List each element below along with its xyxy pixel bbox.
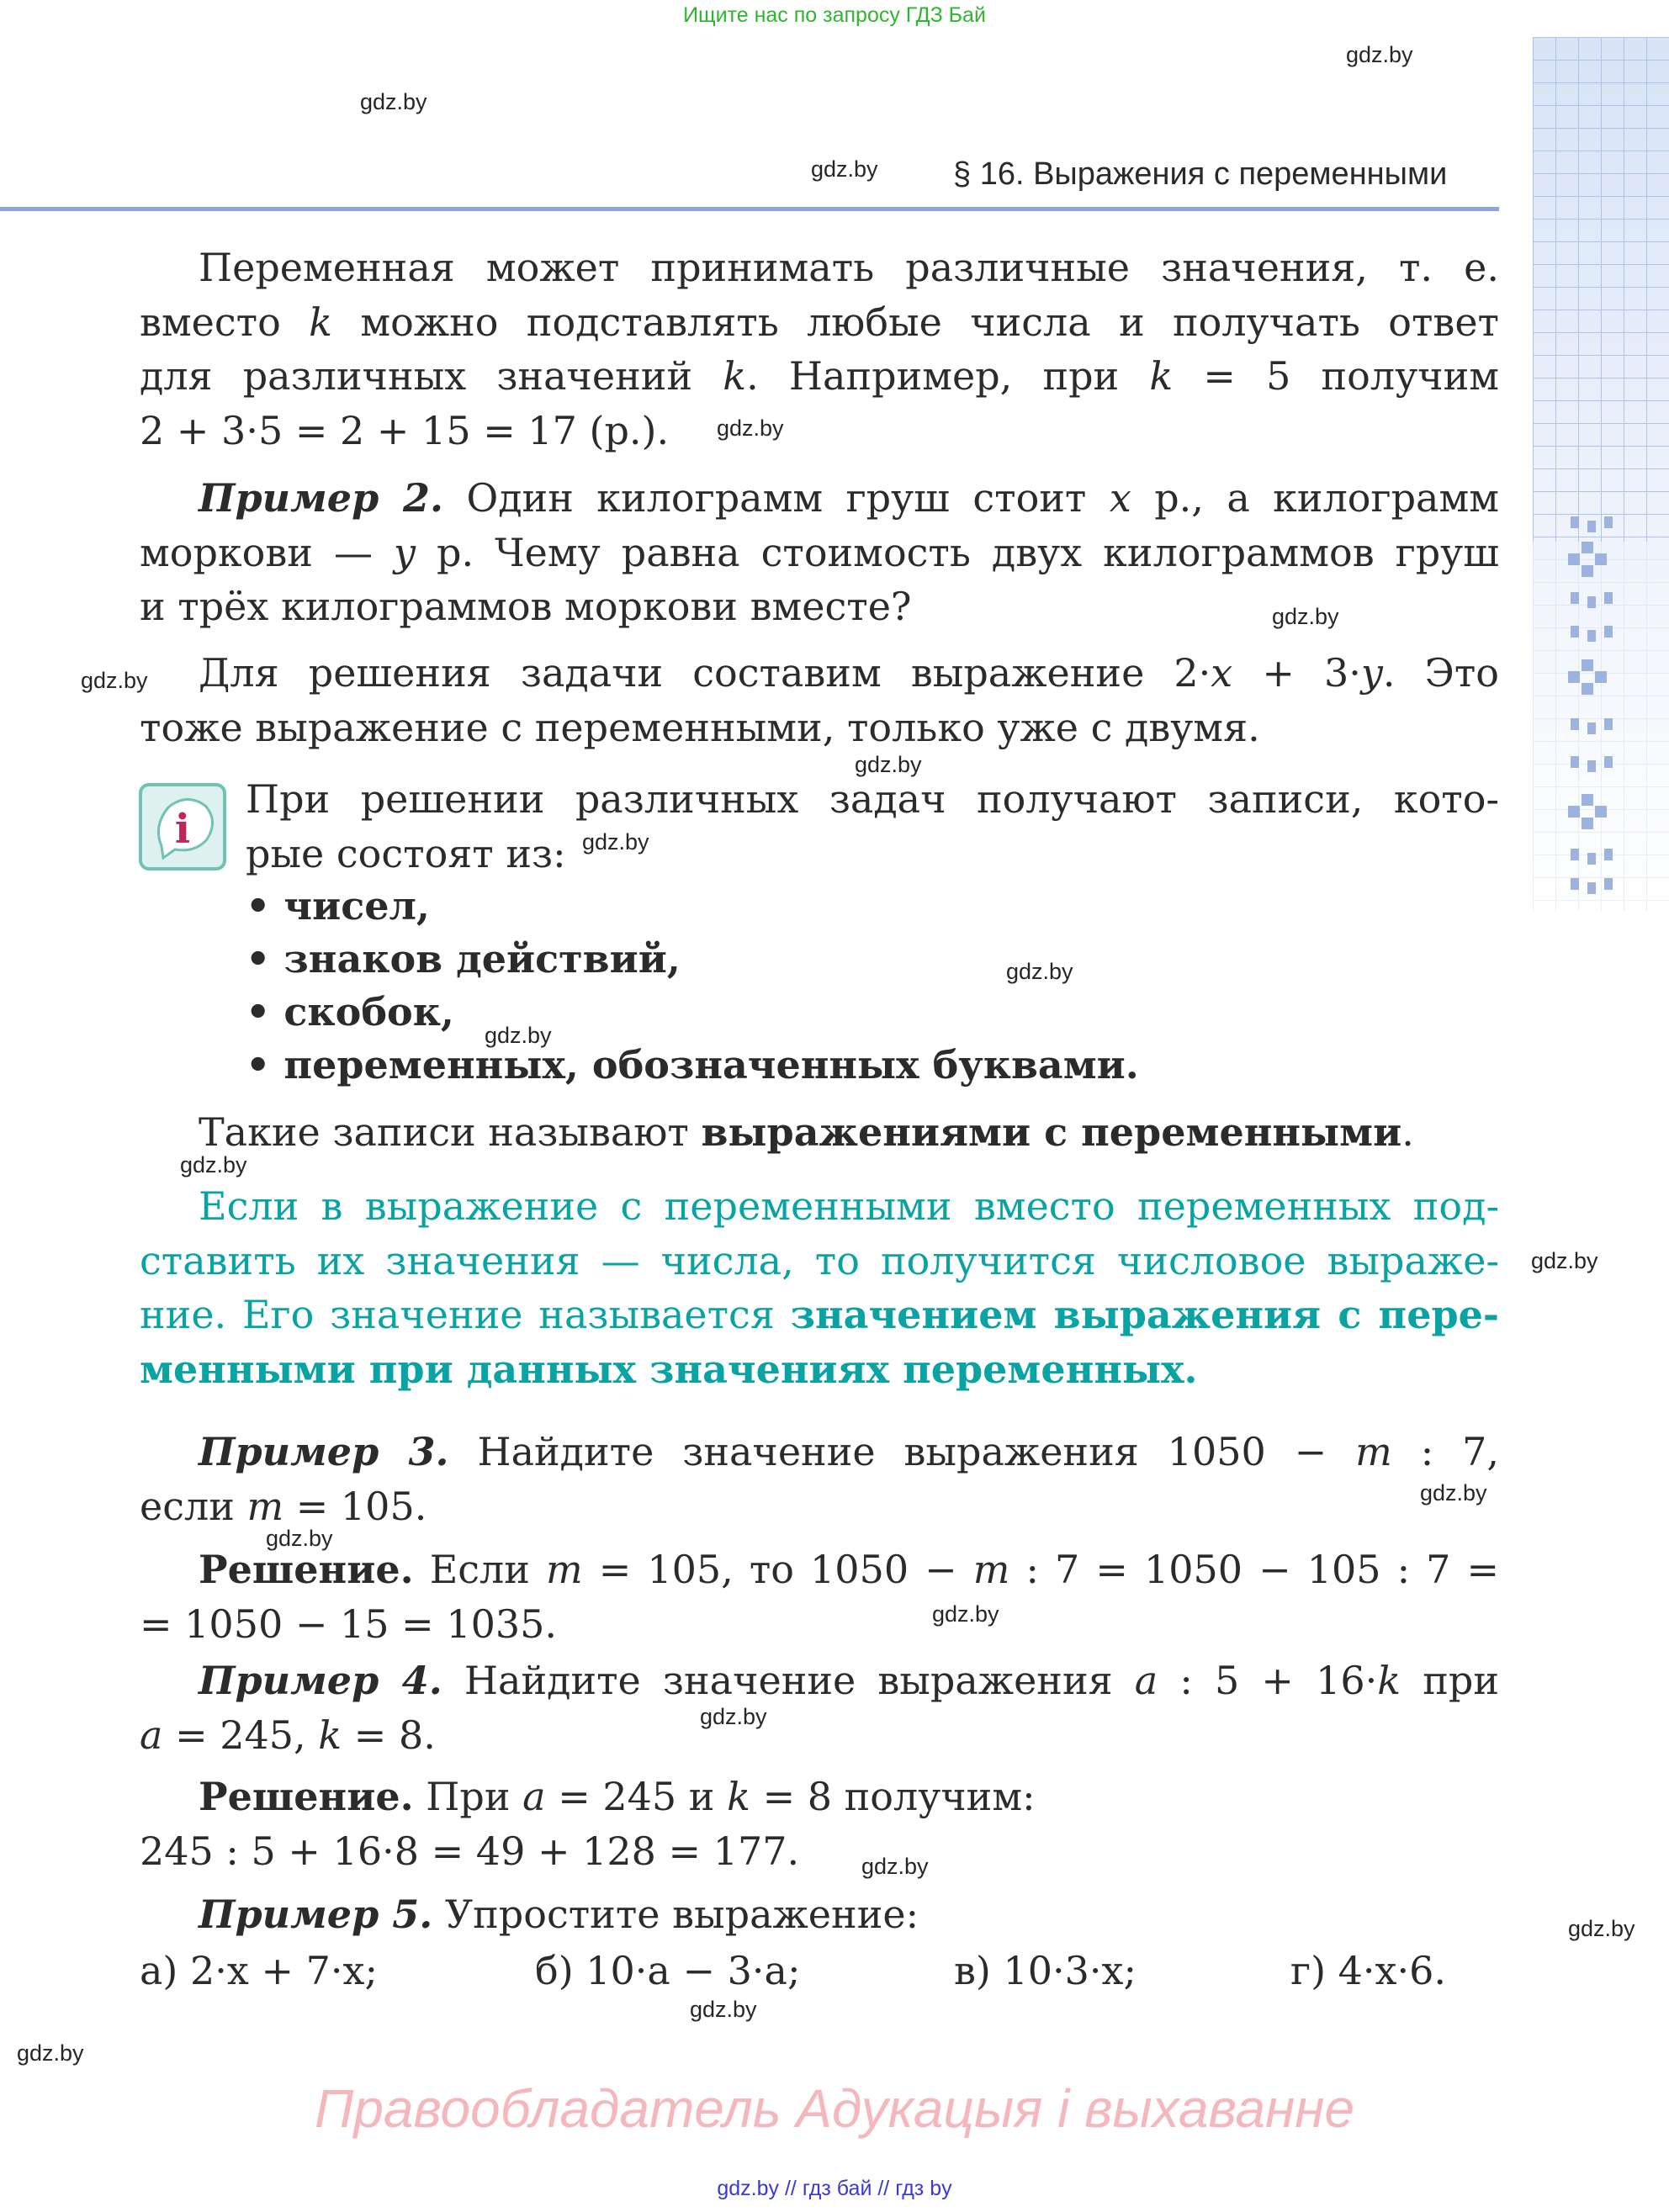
watermark: gdz.by xyxy=(582,829,649,855)
text-line: тоже выражение с переменными, только уже с двумя. xyxy=(140,704,1260,750)
watermark: gdz.by xyxy=(690,1997,757,2022)
watermark: gdz.by xyxy=(861,1854,929,1879)
text-line: 2 + 3·5 = 2 + 15 = 17 (р.). xyxy=(140,407,670,453)
text-line: Решение. При a = 245 и k = 8 получим: xyxy=(199,1774,1036,1819)
promo-banner[interactable]: Ищите нас по запросу ГДЗ Бай xyxy=(683,3,986,27)
solution-3 xyxy=(140,1543,1499,1651)
list-item: • скобок, xyxy=(246,989,454,1035)
svg-text:i: i xyxy=(174,806,191,853)
example-label: Пример 4. xyxy=(199,1658,442,1703)
task-a: а) 2·x + 7·x; xyxy=(140,1948,378,1993)
watermark: gdz.by xyxy=(360,89,427,114)
rule-block xyxy=(140,1179,1499,1396)
text-line: менными при данных значениях переменных. xyxy=(140,1346,1198,1392)
text-line: Пример 2. Один килограмм груш стоит x р., а килограмм xyxy=(199,475,1500,521)
watermark: gdz.by xyxy=(700,1704,767,1729)
variable: k xyxy=(309,299,333,345)
margin-grid-ornament xyxy=(1533,37,1669,912)
solution-label: Решение. xyxy=(199,1547,414,1592)
watermark: gdz.by xyxy=(717,415,784,441)
list-item: • знаков действий, xyxy=(246,936,681,982)
watermark: gdz.by xyxy=(266,1526,333,1551)
variable: k xyxy=(1149,353,1174,399)
paragraph-two-variables xyxy=(140,646,1499,754)
text-line: если m = 105. xyxy=(140,1483,427,1529)
watermark: gdz.by xyxy=(1568,1916,1635,1941)
solution-label: Решение. xyxy=(199,1774,414,1819)
variable: k xyxy=(723,353,747,399)
text-line: для различных значений k. Например, при k = 5 получим xyxy=(140,353,1500,399)
text-line: вместо k можно подставлять любые числа и получать ответ xyxy=(140,299,1499,345)
info-icon xyxy=(138,782,227,871)
watermark: gdz.by xyxy=(81,668,148,693)
text-line: a = 245, k = 8. xyxy=(140,1712,436,1758)
example-label: Пример 2. xyxy=(199,475,444,521)
watermark: gdz.by xyxy=(180,1152,247,1177)
watermark: gdz.by xyxy=(932,1601,999,1627)
watermark: gdz.by xyxy=(485,1023,552,1048)
paragraph-variable xyxy=(140,241,1499,458)
solution-4 xyxy=(140,1770,1499,1878)
header-rule xyxy=(0,207,1499,211)
definition xyxy=(140,1105,1499,1160)
watermark: gdz.by xyxy=(1346,42,1413,67)
text-line: и трёх килограммов моркови вместе? xyxy=(140,584,912,629)
example-2 xyxy=(140,471,1499,634)
info-block xyxy=(246,772,1499,881)
running-head: § 16. Выражения с переменными xyxy=(953,156,1448,192)
example-label: Пример 5. xyxy=(199,1892,433,1937)
text-line: Если в выражение с переменными вместо переменных под- xyxy=(199,1183,1499,1229)
text-line: Пример 4. Найдите значение выражения a : 5 + 16·k при xyxy=(199,1658,1500,1703)
text-line: Пример 5. Упростите выражение: xyxy=(199,1892,919,1937)
task-c: в) 10·3·x; xyxy=(954,1948,1137,1993)
list-item: • чисел, xyxy=(246,883,430,929)
watermark: gdz.by xyxy=(1420,1480,1487,1506)
footer-links[interactable]: gdz.by // гдз бай // гдз by xyxy=(717,2177,952,2200)
text-line: рые состоят из: xyxy=(246,830,566,876)
example-label: Пример 3. xyxy=(199,1429,449,1474)
text-line: Пример 3. Найдите значение выражения 1050 − m : 7, xyxy=(199,1429,1499,1474)
text-line: При решении различных задач получают записи, кото- xyxy=(246,776,1499,822)
watermark: gdz.by xyxy=(811,156,878,182)
text-line: Для решения задачи составим выражение 2·x + 3·y. Это xyxy=(199,650,1499,696)
text-line: ставить их значения — числа, то получится числовое выраже- xyxy=(140,1237,1499,1283)
example-3 xyxy=(140,1425,1499,1533)
example-5-tasks xyxy=(140,1948,1499,2002)
text-line: ние. Его значение называется значением выражения с пере- xyxy=(140,1292,1500,1337)
text-line: моркови — y р. Чему равна стоимость двух килограммов груш xyxy=(140,529,1500,575)
task-b: б) 10·a − 3·a; xyxy=(535,1948,801,1993)
example-4 xyxy=(140,1654,1499,1762)
info-list xyxy=(246,880,1139,1092)
watermark: gdz.by xyxy=(855,752,922,777)
text-line: Решение. Если m = 105, то 1050 − m : 7 = 1050 − 105 : 7 = xyxy=(199,1547,1500,1592)
example-5 xyxy=(140,1887,1499,1942)
text-line: = 1050 − 15 = 1035. xyxy=(140,1601,558,1647)
text-line: Такие записи называют выражениями с переменными. xyxy=(199,1109,1414,1155)
list-item: • переменных, обозначенных буквами. xyxy=(246,1042,1139,1087)
task-d: г) 4·x·6. xyxy=(1290,1948,1447,1993)
copyright-notice: Правообладатель Адукацыя і выхаванне xyxy=(314,2078,1355,2139)
text-line: 245 : 5 + 16·8 = 49 + 128 = 177. xyxy=(140,1828,800,1874)
watermark: gdz.by xyxy=(1006,959,1073,984)
text-line: Переменная может принимать различные значения, т. е. xyxy=(199,245,1499,290)
watermark: gdz.by xyxy=(17,2040,84,2066)
watermark: gdz.by xyxy=(1531,1248,1598,1273)
term: выражениями с переменными xyxy=(701,1109,1402,1155)
watermark: gdz.by xyxy=(1272,604,1339,629)
